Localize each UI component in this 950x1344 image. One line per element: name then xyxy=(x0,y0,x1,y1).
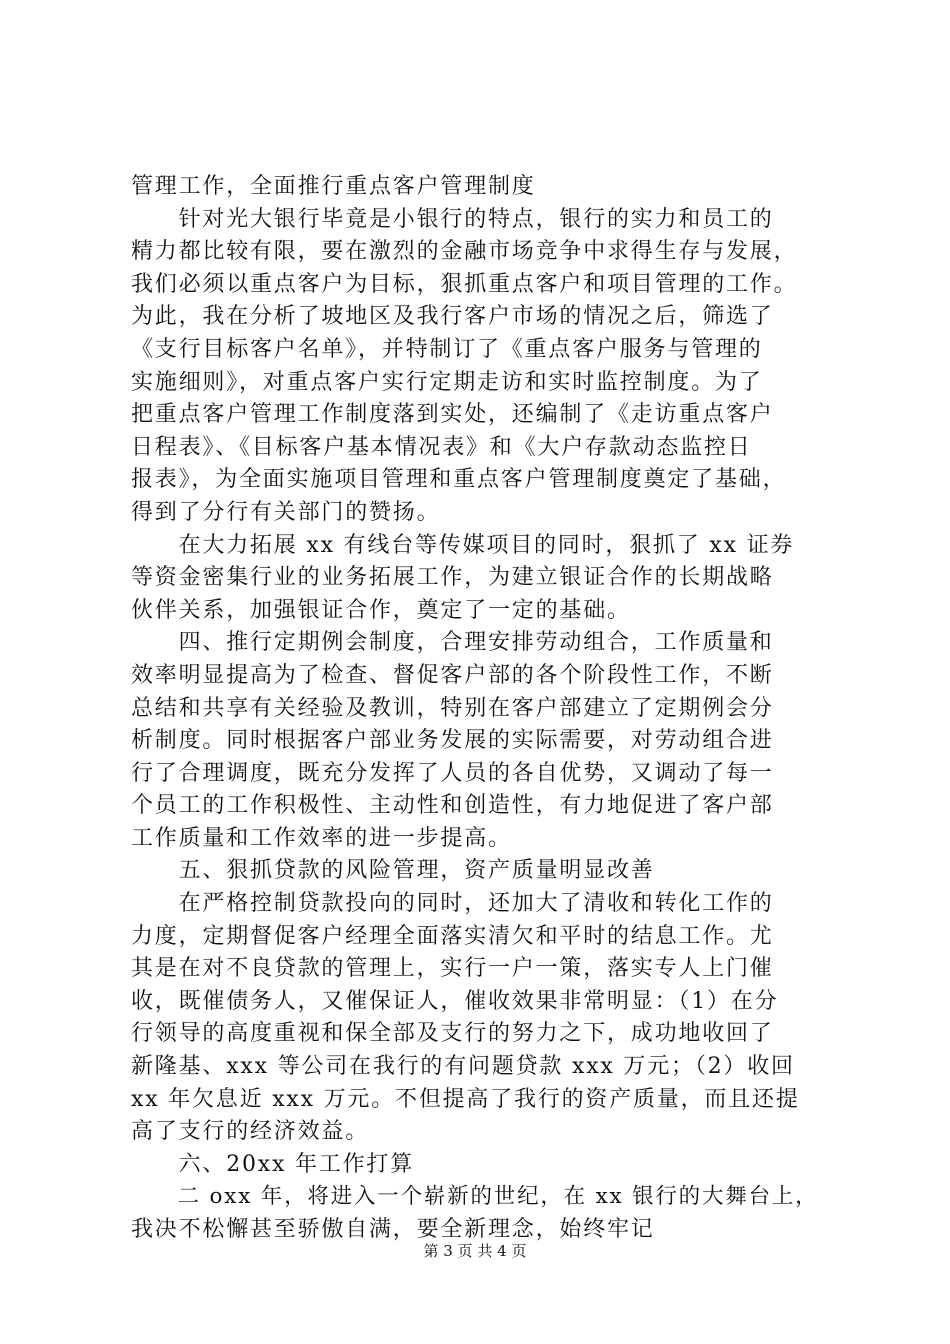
text-line: 我们必须以重点客户为目标，狠抓重点客户和项目管理的工作。 xyxy=(131,271,798,297)
text-line: xx 年欠息近 xxx 万元。不但提高了我行的资产质量，而且还提 xyxy=(131,1086,800,1112)
text-line: 六、20xx 年工作打算 xyxy=(131,1151,415,1177)
text-line: 行领导的高度重视和保全部及支行的努力之下，成功地收回了 xyxy=(131,1021,774,1047)
text-line: 日程表》、《目标客户基本情况表》和《大户存款动态监控日 xyxy=(131,434,752,460)
text-line: 二 oxx 年，将进入一个崭新的世纪，在 xx 银行的大舞台上， xyxy=(131,1184,819,1210)
text-line: 在严格控制贷款投向的同时，还加大了清收和转化工作的 xyxy=(131,891,774,917)
text-line: 管理工作，全面推行重点客户管理制度 xyxy=(131,174,536,199)
text-line: 报表》，为全面实施项目管理和重点客户管理制度奠定了基础， xyxy=(131,467,787,493)
text-line: 力度，定期督促客户经理全面落实清欠和平时的结息工作。尤 xyxy=(131,923,774,949)
text-line: 析制度。同时根据客户部业务发展的实际需要，对劳动组合进 xyxy=(131,728,774,754)
text-line: 为此，我在分析了坡地区及我行客户市场的情况之后，筛选了 xyxy=(131,304,774,330)
text-line: 高了支行的经济效益。 xyxy=(131,1119,370,1145)
text-line: 个员工的工作积极性、主动性和创造性，有力地促进了客户部 xyxy=(131,793,774,819)
text-line: 工作质量和工作效率的进一步提高。 xyxy=(131,825,512,851)
text-line: 针对光大银行毕竟是小银行的特点，银行的实力和员工的 xyxy=(131,206,774,232)
text-line: 在大力拓展 xx 有线台等传媒项目的同时，狠抓了 xx 证券 xyxy=(131,532,795,558)
text-line: 《支行目标客户名单》，并特制订了《重点客户服务与管理的 xyxy=(131,336,763,362)
body-text xyxy=(131,171,831,1247)
text-line: 总结和共享有关经验及教训，特别在客户部建立了定期例会分 xyxy=(131,695,774,721)
text-line: 五、狠抓贷款的风险管理，资产质量明显改善 xyxy=(131,858,655,884)
page-footer: 第 3 页 共 4 页 xyxy=(423,1242,527,1260)
text-line: 我决不松懈甚至骄傲自满，要全新理念，始终牢记 xyxy=(131,1217,655,1242)
text-line: 伙伴关系，加强银证合作，奠定了一定的基础。 xyxy=(131,597,631,623)
text-line: 等资金密集行业的业务拓展工作，为建立银证合作的长期战略 xyxy=(131,565,774,591)
text-line: 把重点客户管理工作制度落到实处，还编制了《走访重点客户 xyxy=(131,402,774,428)
text-line: 四、推行定期例会制度，合理安排劳动组合，工作质量和 xyxy=(131,630,774,656)
text-line: 收，既催债务人，又催保证人，催收效果非常明显：（1）在分 xyxy=(131,988,779,1014)
text-line: 其是在对不良贷款的管理上，实行一户一策，落实专人上门催 xyxy=(131,956,774,982)
text-line: 实施细则》，对重点客户实行定期走访和实时监控制度。为了 xyxy=(131,369,763,395)
text-line: 精力都比较有限，要在激烈的金融市场竞争中求得生存与发展， xyxy=(131,239,798,265)
text-line: 效率明显提高为了检查、督促客户部的各个阶段性工作，不断 xyxy=(131,662,774,688)
text-line: 行了合理调度，既充分发挥了人员的各自优势，又调动了每一 xyxy=(131,760,774,786)
text-line: 得到了分行有关部门的赞扬。 xyxy=(131,499,441,525)
text-line: 新隆基、xxx 等公司在我行的有问题贷款 xxx 万元；（2）收回 xyxy=(131,1054,795,1080)
